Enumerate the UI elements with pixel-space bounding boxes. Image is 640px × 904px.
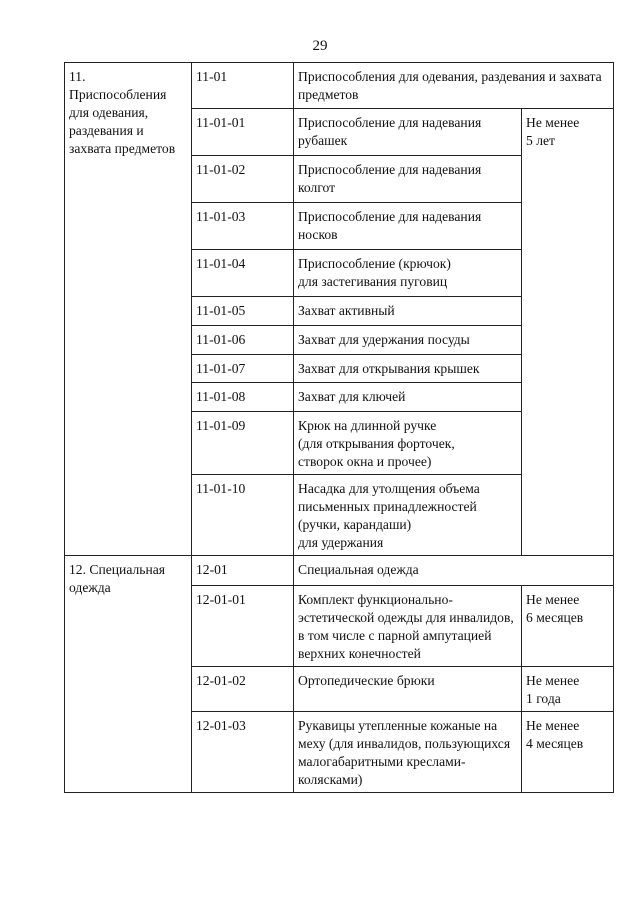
item-name: Крюк на длинной ручке (для открывания форточек, створок окна и прочее): [294, 412, 522, 475]
item-name: Приспособление (крючок) для застегивания пуговиц: [294, 250, 522, 297]
group-code: 12-01: [192, 556, 294, 586]
group-row-11-01: [65, 63, 614, 109]
equipment-table: [64, 62, 614, 793]
item-code: 11-01-09: [192, 412, 294, 475]
item-name: Захват для удержания посуды: [294, 326, 522, 355]
group-name: Специальная одежда: [294, 556, 614, 586]
item-name: Приспособление для надевания рубашек: [294, 109, 522, 156]
item-code: 12-01-03: [192, 712, 294, 793]
item-name: Приспособление для надевания носков: [294, 203, 522, 250]
item-code: 11-01-03: [192, 203, 294, 250]
item-name: Ортопедические брюки: [294, 667, 522, 712]
item-code: 11-01-02: [192, 156, 294, 203]
item-code: 11-01-10: [192, 475, 294, 556]
item-code: 12-01-02: [192, 667, 294, 712]
group-code: 11-01: [192, 63, 294, 109]
item-name: Захват для ключей: [294, 383, 522, 412]
category-12: 12. Специальная одежда: [65, 556, 192, 793]
item-code: 11-01-07: [192, 355, 294, 383]
item-code: 11-01-05: [192, 297, 294, 326]
item-name: Захват активный: [294, 297, 522, 326]
item-code: 11-01-06: [192, 326, 294, 355]
item-name: Насадка для утолщения объема письменных принадлежностей (ручки, карандаши) для удержания: [294, 475, 522, 556]
item-term: Не менее 1 года: [522, 667, 614, 712]
item-code: 11-01-04: [192, 250, 294, 297]
item-term: Не менее 6 месяцев: [522, 586, 614, 667]
item-name: Захват для открывания крышек: [294, 355, 522, 383]
item-code: 11-01-01: [192, 109, 294, 156]
item-name: Рукавицы утепленные кожаные на меху (для инвалидов, пользующихся малогабаритными креслами-колясками): [294, 712, 522, 793]
group-row-12-01: [65, 556, 614, 586]
item-term: Не менее 4 месяцев: [522, 712, 614, 793]
item-code: 11-01-08: [192, 383, 294, 412]
item-term: Не менее 5 лет: [522, 109, 614, 556]
category-11: 11. Приспособления для одевания, раздевания и захвата предметов: [65, 63, 192, 556]
item-code: 12-01-01: [192, 586, 294, 667]
group-name: Приспособления для одевания, раздевания и захвата предметов: [294, 63, 614, 109]
item-name: Приспособление для надевания колгот: [294, 156, 522, 203]
page-number: 29: [312, 38, 328, 54]
item-name: Комплект функционально-эстетической одежды для инвалидов, в том числе с парной ампутацией верхних конечностей: [294, 586, 522, 667]
